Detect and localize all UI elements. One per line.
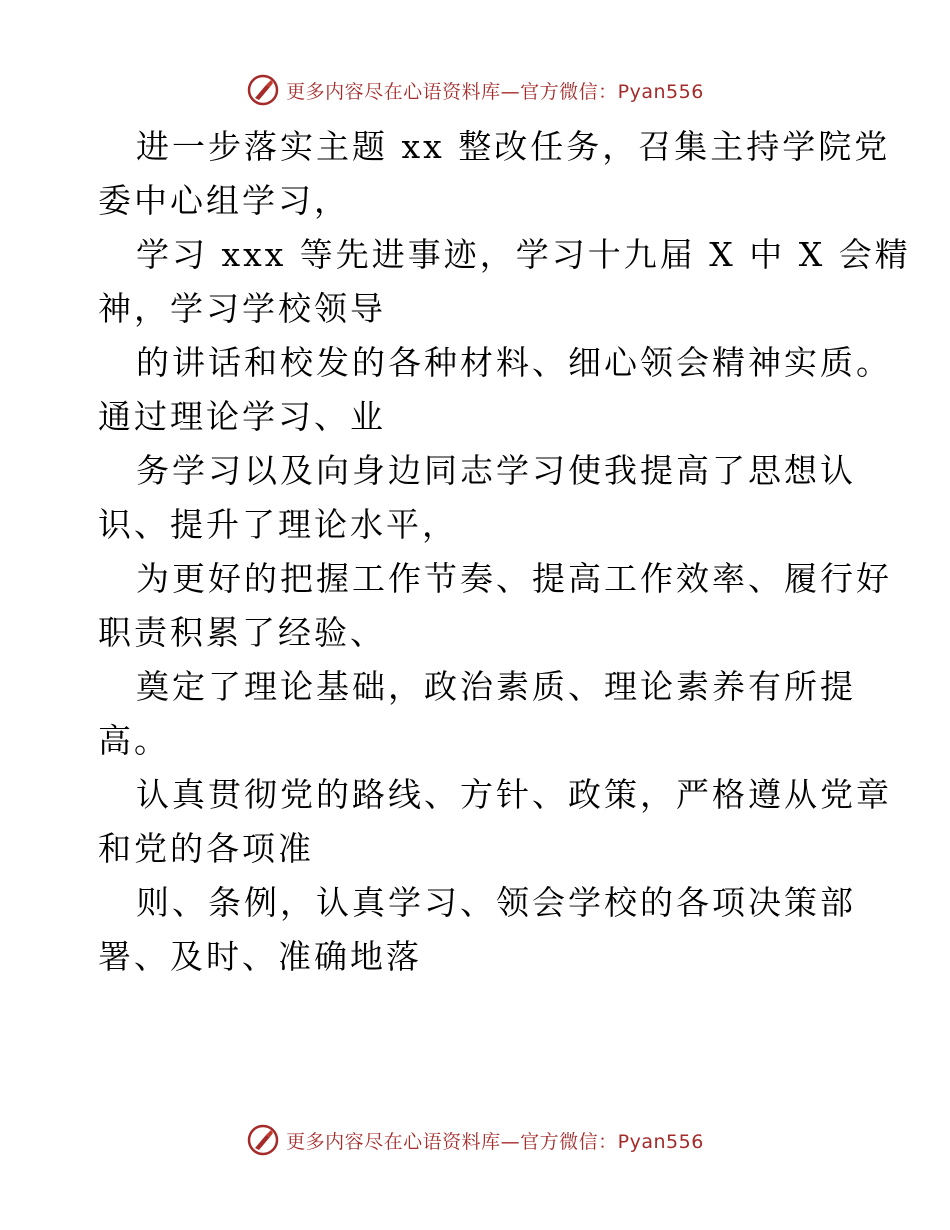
text-line: 认真贯彻党的路线、方针、政策，严格遵从党章 (136, 775, 892, 814)
text-line: 高。 (98, 721, 170, 760)
text-line: 的讲话和校发的各种材料、细心领会精神实质。 (136, 343, 892, 382)
text-line: 委中心组学习， (98, 181, 350, 220)
text-line: 识、提升了理论水平， (98, 505, 458, 544)
header-watermark (0, 70, 950, 110)
footer-watermark-text: 更多内容尽在心语资料库—官方微信：Pyan556 (286, 1130, 704, 1153)
text-line: 学习 xxx 等先进事迹，学习十九届 X 中 X 会精 (136, 235, 911, 274)
text-line: 为更好的把握工作节奏、提高工作效率、履行好 (136, 559, 892, 598)
text-line: 则、条例，认真学习、领会学校的各项决策部 (136, 883, 856, 922)
footer-watermark (0, 1120, 950, 1160)
text-line: 署、及时、准确地落 (98, 937, 422, 976)
pen-logo-icon (246, 1123, 280, 1157)
text-line: 职责积累了经验、 (98, 613, 386, 652)
text-line: 进一步落实主题 xx 整改任务，召集主持学院党 (136, 127, 891, 166)
header-watermark-text: 更多内容尽在心语资料库—官方微信：Pyan556 (286, 80, 704, 103)
text-line: 神，学习学校领导 (98, 289, 386, 328)
text-line: 奠定了理论基础，政治素质、理论素养有所提 (136, 667, 856, 706)
text-line: 务学习以及向身边同志学习使我提高了思想认 (136, 451, 856, 490)
document-body (98, 120, 911, 984)
text-line: 和党的各项准 (98, 829, 314, 868)
text-line: 通过理论学习、业 (98, 397, 386, 436)
pen-logo-icon (246, 73, 280, 107)
